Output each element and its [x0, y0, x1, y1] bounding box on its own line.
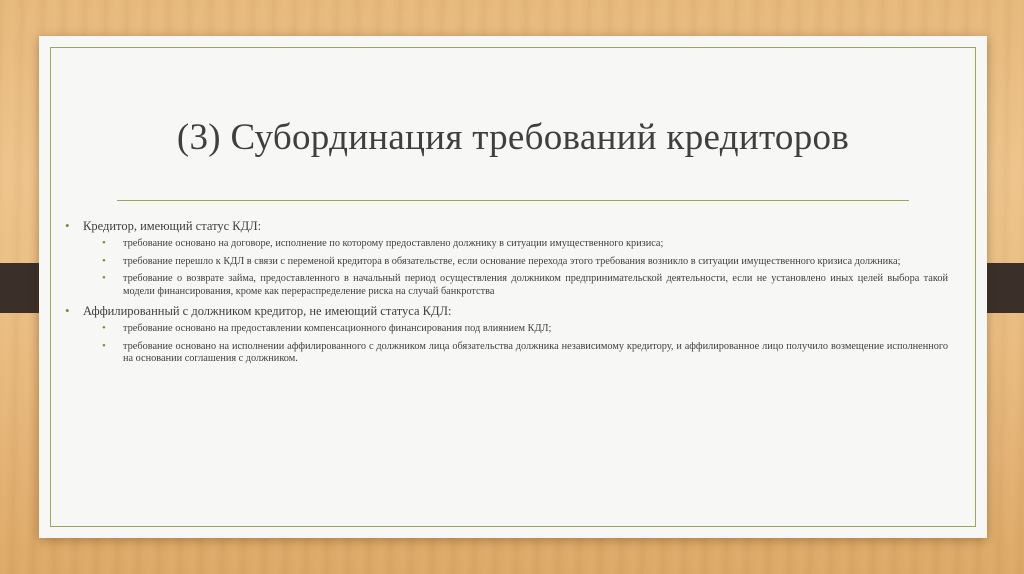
list-item-text: требование основано на договоре, исполнение по которому предоставлено должнику в ситуации имущественного кризиса; — [123, 238, 664, 249]
sub-bullet-icon: • — [102, 339, 106, 352]
list-item — [63, 256, 948, 269]
list-item-text: требование о возврате займа, предоставленного в начальный период осуществления должником предпринимательской деятельности, если не установлено иных целей выбора такой модели финансирования, кроме как перераспределение риска на случай банкротства — [123, 273, 948, 297]
sub-bullet-icon: • — [102, 254, 106, 267]
section-heading — [63, 303, 948, 319]
bullet-icon: • — [65, 218, 70, 233]
title-divider — [117, 200, 909, 201]
list-item — [63, 323, 948, 336]
section-heading-text: Аффилированный с должником кредитор, не имеющий статуса КДЛ: — [83, 304, 452, 318]
list-item — [63, 273, 948, 298]
list-item-text: требование основано на исполнении аффилированного с должником лица обязательства должника независимому кредитору, и аффилированное лицо получило возмещение исполненного на основании соглашения с должником. — [123, 340, 948, 364]
sub-bullet-icon: • — [102, 272, 106, 284]
slide-title: (3) Субординация требований кредиторов — [176, 117, 850, 158]
sub-bullet-icon: • — [102, 237, 106, 249]
list-item — [63, 238, 948, 251]
list-item-text: требование перешло к КДЛ в связи с переменой кредитора в обязательстве, если основание перехода этого требования возникло в ситуации имущественного кризиса должника; — [123, 255, 901, 267]
slide — [39, 36, 987, 538]
list-item-text: требование основано на предоставлении компенсационного финансирования под влиянием КДЛ; — [123, 323, 552, 334]
slide-content — [63, 216, 948, 371]
list-item — [63, 341, 948, 366]
section-heading-text: Кредитор, имеющий статус КДЛ: — [83, 219, 262, 233]
section-heading — [63, 218, 948, 234]
bullet-icon: • — [65, 303, 70, 318]
sub-bullet-icon: • — [102, 322, 106, 334]
